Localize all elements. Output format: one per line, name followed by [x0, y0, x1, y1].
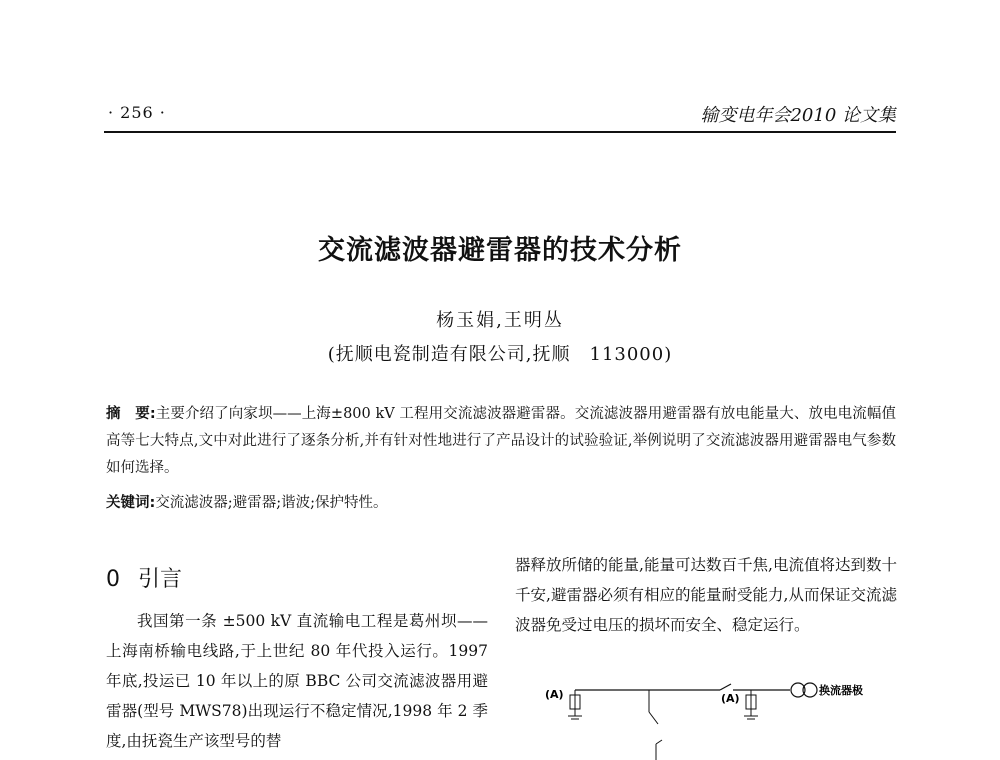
right-column: 器释放所储的能量,能量可达数百千焦,电流值将达到数十千安,避雷器必须有相应的能量耐受能力,从而保证交流滤波器免受过电压的损坏而安全、稳定运行。 — [515, 556, 897, 634]
section-title: 引言 — [138, 567, 183, 592]
label-a2: (A) — [721, 692, 740, 705]
label-converter: 换流器极 — [819, 684, 863, 697]
abstract-text: 主要介绍了向家坝——上海±800 kV 工程用交流滤波器避雷器。交流滤波器用避雷器有放电能量大、放电电流幅值高等七大特点,文中对此进行了逐条分析,并有针对性地进行了产品设计的试验验证,举例说明了交流滤波器用避雷器电气参数如何选择。 — [106, 406, 896, 476]
paper-title: 交流滤波器避雷器的技术分析 — [318, 235, 682, 266]
circuit-diagram — [515, 672, 900, 760]
keywords-label: 关键词: — [106, 495, 156, 511]
authors: 杨玉娟,王明丛 — [436, 310, 564, 331]
section-heading — [106, 562, 182, 593]
keywords — [106, 491, 896, 512]
label-a1: (A) — [545, 688, 564, 701]
left-column — [106, 606, 488, 756]
abstract — [106, 401, 896, 482]
abstract-label: 摘 要: — [106, 406, 156, 422]
journal-title: 输变电年会2010 论文集 — [700, 105, 896, 126]
intro-paragraph: 我国第一条 ±500 kV 直流输电工程是葛州坝——上海南桥输电线路,于上世纪 80 年代投入运行。1997 年底,投运已 10 年以上的原 BBC 公司交流滤波器用避雷器(型号 MWS78)出现运行不稳定情况,1998 年 2 季度,由抚瓷生产该型号的替 — [106, 612, 488, 750]
section-number: 0 — [106, 567, 120, 592]
keywords-text: 交流滤波器;避雷器;谐波;保护特性。 — [155, 495, 388, 511]
affiliation: (抚顺电瓷制造有限公司,抚顺 113000) — [327, 344, 673, 365]
page-number: · 256 · — [108, 103, 166, 122]
header-rule — [104, 131, 896, 133]
